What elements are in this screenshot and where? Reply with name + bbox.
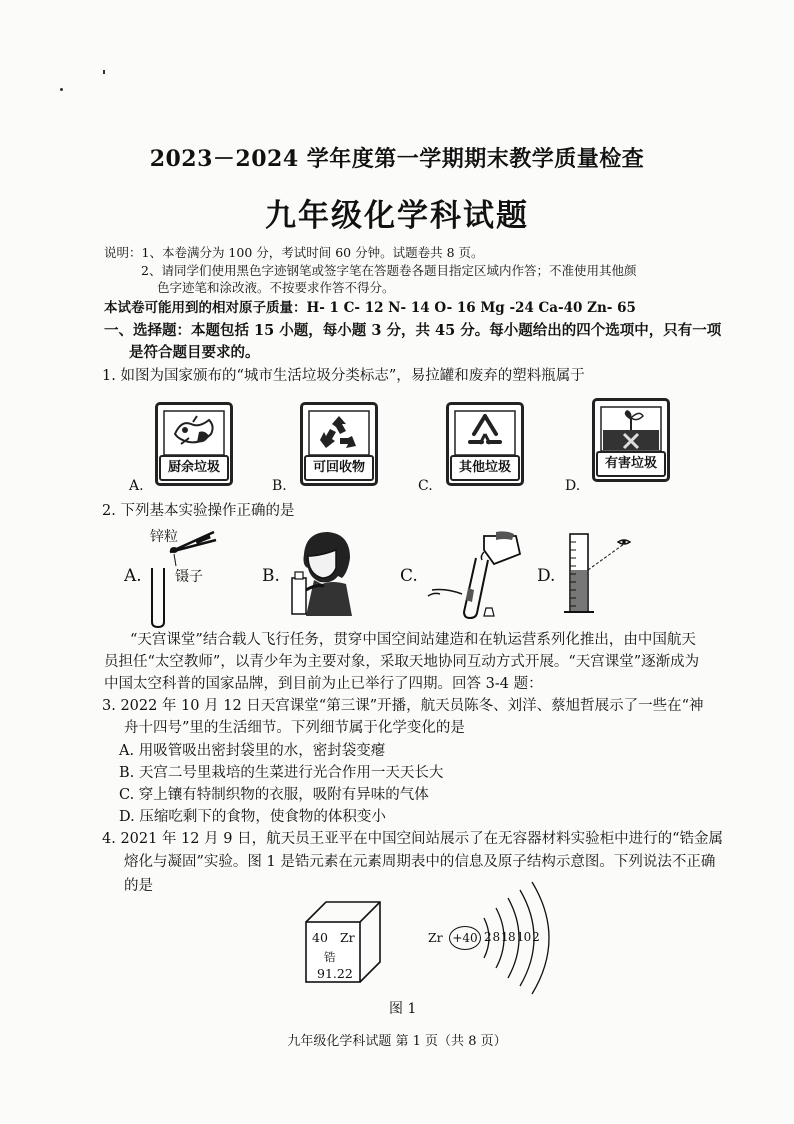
q2-option-a-letter: A. (124, 566, 142, 586)
test-tube-tweezers-illustration (140, 528, 220, 628)
atom-symbol: Zr (428, 930, 443, 945)
q2-option-b-letter: B. (262, 566, 280, 586)
figure-caption: 图 1 (389, 1001, 417, 1017)
q2-label-zinc: 锌粒 (150, 529, 178, 545)
q3-option-b: B. 天宫二号里栽培的生菜进行光合作用一天天长大 (119, 765, 444, 781)
question-4-line-1: 4. 2021 年 12 月 9 日，航天员王亚平在中国空间站展示了在无容器材料实验柜中进行的“锆金属 (102, 831, 723, 847)
passage-line-1: “天宫课堂”结合载人飞行任务，贯穿中国空间站建造和在轨运营系列化推出，由中国航天 (130, 632, 696, 648)
question-3-line-2: 舟十四号”里的生活细节。下列细节属于化学变化的是 (124, 720, 465, 736)
section-heading-cont: 是符合题目要求的。 (129, 344, 260, 361)
element-atomic-mass: 91.22 (317, 966, 353, 981)
q1-option-d-sign (592, 398, 670, 482)
smelling-gas-illustration (286, 528, 356, 616)
element-name: 锆 (324, 950, 336, 964)
question-4-line-2: 熔化与凝固”实验。图 1 是锆元素在元素周期表中的信息及原子结构示意图。下列说法不正确 (124, 854, 716, 870)
question-1-stem: 1. 如图为国家颁布的“城市生活垃圾分类标志”，易拉罐和废弃的塑料瓶属于 (102, 368, 585, 384)
recycle-icon (308, 410, 370, 456)
page-footer: 九年级化学科试题 第 1 页（共 8 页） (287, 1034, 507, 1049)
instructions-line-1: 说明：1、本卷满分为 100 分，考试时间 60 分钟。试题卷共 8 页。 (104, 245, 484, 260)
instructions-line-2: 2、请同学们使用黑色字迹钢笔或签字笔在答题卷各题目指定区域内作答；不准使用其他颜 (141, 263, 637, 278)
passage-line-3: 中国太空科普的国家品牌，到目前为止已举行了四期。回答 3-4 题： (104, 676, 543, 692)
q1-option-d-letter: D. (565, 478, 581, 494)
q3-option-a: A. 用吸管吸出密封袋里的水，密封袋变瘪 (119, 743, 386, 759)
passage-line-2: 员担任“太空教师”，以青少年为主要对象，采取天地协同互动方式开展。“天宫课堂”逐渐成为 (104, 654, 700, 670)
q2-option-c-letter: C. (400, 566, 418, 586)
pouring-liquid-illustration (424, 530, 524, 620)
food-waste-icon (163, 410, 225, 456)
q2-option-d-letter: D. (537, 566, 556, 586)
other-waste-icon (454, 410, 516, 456)
section-heading: 一、选择题：本题包括 15 小题，每小题 3 分，共 45 分。每小题给出的四个选项中，只有一项 (104, 322, 722, 339)
q1-option-b-sign (300, 402, 378, 486)
q1-option-a-sign (155, 402, 233, 486)
scan-mark (60, 88, 63, 91)
shell-electrons: 2 8 18 10 2 (484, 930, 540, 944)
q3-option-c: C. 穿上镶有特制织物的衣服，吸附有异味的气体 (119, 787, 429, 803)
q1-option-a-letter: A. (129, 478, 144, 494)
instructions-line-3: 色字迹笔和涂改液。不按要求作答不得分。 (157, 280, 395, 295)
q1-option-b-letter: B. (272, 478, 287, 494)
subject-title: 九年级化学科试题 (265, 198, 529, 234)
q3-option-d: D. 压缩吃剩下的食物，使食物的体积变小 (119, 809, 386, 825)
q1-option-c-sign (446, 402, 524, 486)
question-2-stem: 2. 下列基本实验操作正确的是 (102, 503, 295, 519)
q1-option-c-letter: C. (418, 478, 433, 494)
atomic-masses: 本试卷可能用到的相对原子质量：H- 1 C- 12 N- 14 O- 16 Mg -24 Ca-40 Zn- 65 (104, 300, 636, 316)
hazardous-waste-icon (600, 406, 662, 452)
question-4-line-3: 的是 (124, 878, 153, 894)
q1-option-a-label: 厨余垃圾 (159, 455, 229, 481)
q1-option-d-label: 有害垃圾 (596, 451, 666, 477)
element-symbol: Zr (340, 930, 355, 945)
q2-label-tweezers: 镊子 (175, 569, 203, 585)
exam-title: 2023－2024 学年度第一学期期末教学质量检查 (149, 146, 645, 172)
q1-option-c-label: 其他垃圾 (450, 455, 520, 481)
nucleus: +40 (449, 926, 481, 950)
graduated-cylinder-illustration (560, 530, 640, 616)
q1-option-b-label: 可回收物 (304, 455, 374, 481)
question-3-line-1: 3. 2022 年 10 月 12 日天宫课堂“第三课”开播，航天员陈冬、刘洋、蔡旭哲展示了一些在“神 (102, 698, 704, 714)
element-number: 40 (312, 930, 328, 945)
scan-mark (103, 70, 105, 74)
